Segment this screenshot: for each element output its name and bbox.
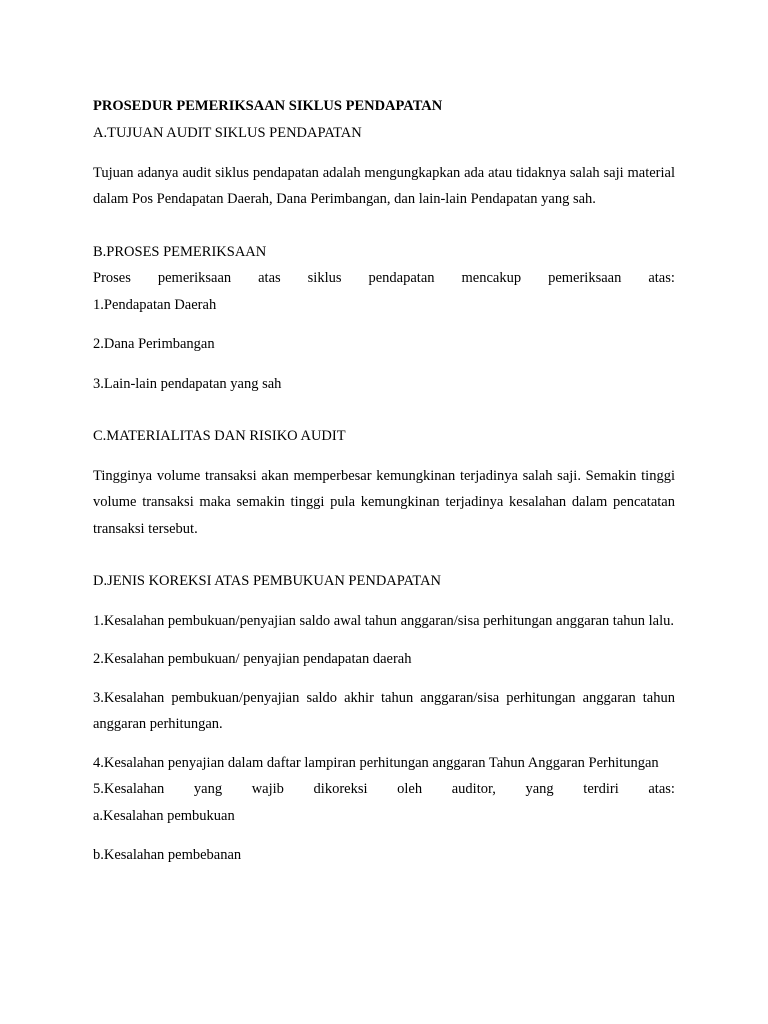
section-b-intro-word: siklus [307, 270, 342, 286]
section-d-item-5-word: wajib [251, 781, 284, 797]
section-d-item: 2.Kesalahan pembukuan/ penyajian pendapatan daerah [93, 651, 412, 667]
section-d-item-5-word: dikoreksi [313, 781, 368, 797]
section-b-item: 2.Dana Perimbangan [93, 336, 215, 352]
section-d-item: 1.Kesalahan pembukuan/penyajian saldo awal tahun anggaran/sisa perhitungan anggaran tahun lalu. [93, 612, 675, 629]
section-d-item-5-word: yang [525, 781, 554, 797]
section-d-item-5-word: 5.Kesalahan [93, 781, 165, 797]
section-d-item-5-word: auditor, [451, 781, 496, 797]
section-b-intro-word: pemeriksaan [157, 270, 232, 286]
section-d-item-5-word: oleh [397, 781, 423, 797]
section-b-intro-word: atas [258, 270, 281, 286]
section-b-intro [93, 265, 675, 292]
section-d-item: 4.Kesalahan penyajian dalam daftar lampiran perhitungan anggaran Tahun Anggaran Perhitungan [93, 754, 659, 771]
section-b-intro-word: pendapatan [368, 270, 435, 286]
document-body [93, 93, 675, 869]
section-b-intro-word: atas: [648, 270, 675, 286]
section-d-item: 3.Kesalahan pembukuan/penyajian saldo akhir tahun anggaran/sisa perhitungan anggaran tahun anggaran perhitungan. [93, 689, 675, 732]
section-d-item-5-word: terdiri [583, 781, 619, 797]
section-b-item: 1.Pendapatan Daerah [93, 296, 217, 313]
section-d-sub-item: a.Kesalahan pembukuan [93, 807, 235, 824]
section-b-item: 3.Lain-lain pendapatan yang sah [93, 375, 282, 392]
section-d-sub-item: b.Kesalahan pembebanan [93, 847, 242, 863]
section-b-intro-word: Proses [93, 270, 131, 286]
section-c-paragraph: Tingginya volume transaksi akan memperbesar kemungkinan terjadinya salah saji. Semakin tinggi volume transaksi maka semakin tinggi pula kemungkinan terjadinya kesalahan dalam pencatatan transaksi tersebut. [93, 467, 675, 537]
document-title: PROSEDUR PEMERIKSAAN SIKLUS PENDAPATAN [93, 98, 443, 114]
section-b-heading: B.PROSES PEMERIKSAAN [93, 243, 267, 260]
section-d-heading: D.JENIS KOREKSI ATAS PEMBUKUAN PENDAPATAN [93, 573, 442, 589]
section-d-item-5-word: yang [193, 781, 223, 797]
section-c-heading: C.MATERIALITAS DAN RISIKO AUDIT [93, 428, 346, 444]
section-d-item-5-word: atas: [648, 781, 675, 797]
section-a-paragraph: Tujuan adanya audit siklus pendapatan adalah mengungkapkan ada atau tidaknya salah saji material dalam Pos Pendapatan Daerah, Dana Perimbangan, dan lain-lain Pendapatan yang sah. [93, 164, 675, 207]
section-a-heading: A.TUJUAN AUDIT SIKLUS PENDAPATAN [93, 125, 362, 141]
section-b-intro-word: mencakup [461, 270, 522, 286]
section-b-intro-word: pemeriksaan [548, 270, 622, 286]
section-d-item-5 [93, 776, 675, 803]
